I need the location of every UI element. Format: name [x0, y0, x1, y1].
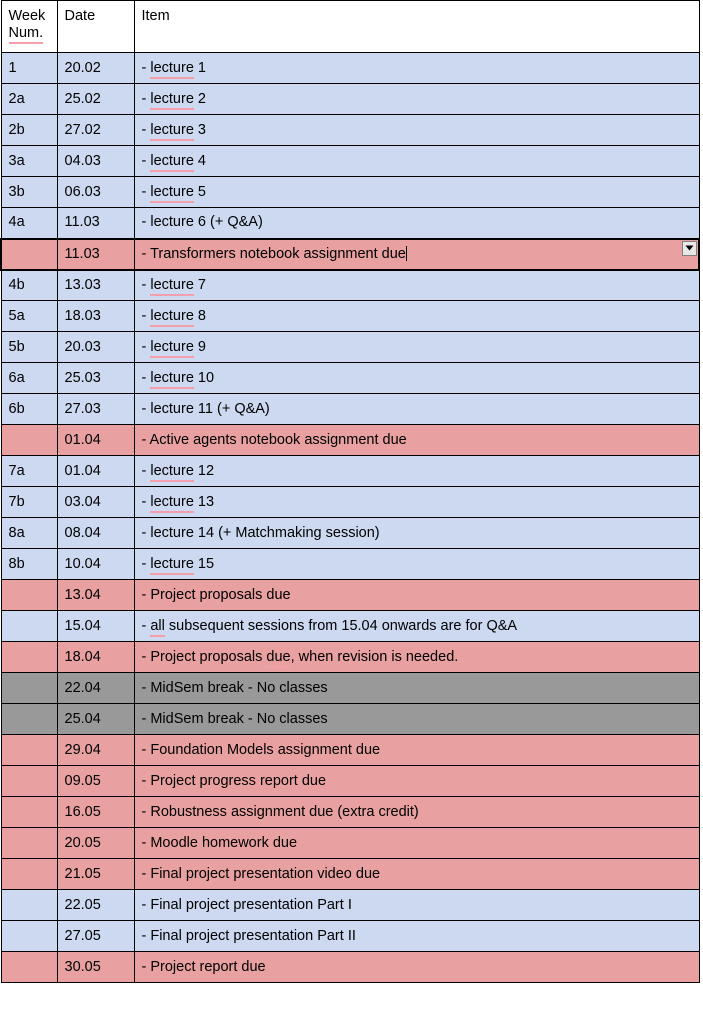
cell-week-num[interactable]: 6a [1, 363, 57, 394]
table-row[interactable] [1, 673, 699, 704]
spellcheck-underlined-word: lecture [150, 494, 194, 513]
cell-date[interactable]: 01.04 [57, 425, 134, 456]
cell-date[interactable]: 13.03 [57, 270, 134, 301]
cell-date[interactable]: 20.02 [57, 53, 134, 84]
spellcheck-underlined-word: lecture [150, 308, 194, 327]
column-header-week-line1: Week [8, 8, 46, 24]
cell-date[interactable]: 22.05 [57, 890, 134, 921]
cell-item[interactable]: - lecture 8 [134, 301, 699, 332]
cell-item[interactable] [134, 828, 699, 859]
cell-date[interactable]: 11.03 [57, 239, 134, 270]
cell-item-text: - Project progress report due [141, 772, 327, 789]
cell-item[interactable] [134, 952, 699, 983]
cell-item-text: - Transformers notebook assignment due [141, 245, 406, 262]
cell-week-num[interactable] [1, 611, 57, 642]
table-row[interactable] [1, 487, 699, 518]
table-row[interactable] [1, 115, 699, 146]
cell-item[interactable]: - all subsequent sessions from 15.04 onwards are for Q&A [134, 611, 699, 642]
table-row[interactable] [1, 84, 699, 115]
cell-date[interactable]: 06.03 [57, 177, 134, 208]
table-row[interactable] [1, 363, 699, 394]
cell-item[interactable]: - lecture 3 [134, 115, 699, 146]
table-row[interactable] [1, 580, 699, 611]
table-row[interactable] [1, 53, 699, 84]
spellcheck-underlined-word: lecture [150, 184, 194, 203]
cell-item[interactable] [134, 673, 699, 704]
cell-date[interactable]: 10.04 [57, 549, 134, 580]
table-row[interactable] [1, 549, 699, 580]
table-row[interactable] [1, 208, 699, 239]
cell-week-num[interactable] [1, 828, 57, 859]
cell-item-text: - Robustness assignment due (extra credit) [141, 803, 419, 820]
cell-item[interactable] [134, 890, 699, 921]
cell-date[interactable]: 04.03 [57, 146, 134, 177]
cell-week-num[interactable] [1, 921, 57, 952]
table-row[interactable] [1, 735, 699, 766]
spellcheck-underlined-word: lecture [150, 463, 194, 482]
table-row[interactable] [1, 766, 699, 797]
table-row[interactable] [1, 828, 699, 859]
cell-item[interactable]: - lecture 5 [134, 177, 699, 208]
cell-item[interactable] [134, 735, 699, 766]
text-cursor [406, 246, 407, 261]
table-row[interactable] [1, 797, 699, 828]
cell-item-text: - Project report due [141, 958, 266, 975]
cell-date[interactable]: 08.04 [57, 518, 134, 549]
cell-item-text: - lecture 11 (+ Q&A) [141, 400, 270, 417]
cell-week-num[interactable]: 3b [1, 177, 57, 208]
cell-week-num[interactable]: 2a [1, 84, 57, 115]
spellcheck-underlined-word: due [266, 649, 290, 668]
cell-week-num[interactable]: 1 [1, 53, 57, 84]
cell-item[interactable] [134, 921, 699, 952]
cell-week-num[interactable] [1, 952, 57, 983]
table-body [1, 53, 699, 983]
table-row[interactable] [1, 425, 699, 456]
table-row[interactable] [1, 518, 699, 549]
cell-item-text: - Moodle homework due [141, 834, 298, 851]
cell-item[interactable] [134, 859, 699, 890]
cell-week-num[interactable] [1, 766, 57, 797]
table-row[interactable] [1, 332, 699, 363]
spellcheck-underlined-word: lecture [150, 339, 194, 358]
cell-item-text: - Project proposals due [141, 586, 291, 603]
table-row[interactable] [1, 890, 699, 921]
cell-date[interactable]: 25.04 [57, 704, 134, 735]
table-row[interactable] [1, 952, 699, 983]
cell-item-text: - Final project presentation Part II [141, 927, 356, 944]
spellcheck-underlined-word: all [150, 618, 165, 637]
cell-week-num[interactable]: 5a [1, 301, 57, 332]
cell-item-text: - lecture 14 (+ Matchmaking session) [141, 524, 380, 541]
cell-item[interactable] [134, 580, 699, 611]
cell-week-num[interactable] [1, 580, 57, 611]
cell-week-num[interactable]: 4a [1, 208, 57, 239]
cell-week-num[interactable] [1, 642, 57, 673]
cell-item-text: - Final project presentation Part I [141, 896, 352, 913]
cell-week-num[interactable] [1, 673, 57, 704]
cell-week-num[interactable]: 5b [1, 332, 57, 363]
cell-date[interactable]: 18.03 [57, 301, 134, 332]
header-row [1, 1, 699, 53]
cell-date[interactable]: 27.03 [57, 394, 134, 425]
cell-week-num[interactable]: 8b [1, 549, 57, 580]
cell-date[interactable]: 25.03 [57, 363, 134, 394]
cell-item[interactable]: - lecture 13 [134, 487, 699, 518]
cell-date[interactable]: 01.04 [57, 456, 134, 487]
spellcheck-underlined-word: lecture [150, 556, 194, 575]
cell-item[interactable]: - lecture 4 [134, 146, 699, 177]
cell-item[interactable] [134, 239, 699, 270]
cell-week-num[interactable]: 4b [1, 270, 57, 301]
cell-item-text: - MidSem break - No classes [141, 710, 328, 727]
cell-item[interactable] [134, 766, 699, 797]
cell-week-num[interactable] [1, 704, 57, 735]
table-header [1, 1, 699, 53]
column-header-item: Item [134, 1, 699, 53]
column-header-date: Date [57, 1, 134, 53]
cell-week-num[interactable]: 8a [1, 518, 57, 549]
cell-week-num[interactable]: 2b [1, 115, 57, 146]
cell-week-num[interactable]: 7b [1, 487, 57, 518]
spellcheck-underlined-word: lecture [150, 153, 194, 172]
cell-date[interactable]: 18.04 [57, 642, 134, 673]
cell-item[interactable]: - lecture 9 [134, 332, 699, 363]
cell-date[interactable]: 20.03 [57, 332, 134, 363]
cell-item[interactable]: - lecture 2 [134, 84, 699, 115]
cell-date[interactable]: 11.03 [57, 208, 134, 239]
cell-date[interactable]: 27.05 [57, 921, 134, 952]
cell-item[interactable] [134, 425, 699, 456]
cell-week-num[interactable]: 3a [1, 146, 57, 177]
cell-week-num[interactable] [1, 239, 57, 270]
cell-item-text: - MidSem break - No classes [141, 679, 328, 696]
cell-week-num[interactable]: 6b [1, 394, 57, 425]
column-header-week-line2: Num. [9, 25, 50, 42]
cell-item[interactable]: - lecture 15 [134, 549, 699, 580]
cell-date[interactable]: 13.04 [57, 580, 134, 611]
cell-item[interactable] [134, 208, 699, 239]
cell-date[interactable]: 22.04 [57, 673, 134, 704]
cell-date[interactable]: 20.05 [57, 828, 134, 859]
cell-date[interactable]: 29.04 [57, 735, 134, 766]
cell-item[interactable] [134, 704, 699, 735]
cell-item[interactable] [134, 797, 699, 828]
cell-date[interactable]: 09.05 [57, 766, 134, 797]
cell-date[interactable]: 03.04 [57, 487, 134, 518]
spellcheck-underlined-word: lecture [150, 277, 194, 296]
cell-item[interactable]: - Project proposals due, when revision is needed. [134, 642, 699, 673]
cell-item[interactable]: - lecture 7 [134, 270, 699, 301]
spellcheck-underlined-word: lecture [150, 60, 194, 79]
cell-item[interactable] [134, 394, 699, 425]
cell-item-text: - Final project presentation video due [141, 865, 381, 882]
cell-date[interactable]: 16.05 [57, 797, 134, 828]
cell-week-num[interactable] [1, 425, 57, 456]
spellcheck-underlined-word: lecture [150, 370, 194, 389]
cell-item[interactable]: - lecture 10 [134, 363, 699, 394]
spellcheck-underlined-word: lecture [150, 122, 194, 141]
table-row[interactable] [1, 642, 699, 673]
cell-week-num[interactable] [1, 797, 57, 828]
cell-item-text: - Active agents notebook assignment due [141, 431, 407, 448]
table-row[interactable] [1, 177, 699, 208]
table-row[interactable] [1, 394, 699, 425]
table-row[interactable] [1, 301, 699, 332]
cell-date[interactable]: 15.04 [57, 611, 134, 642]
table-row[interactable] [1, 921, 699, 952]
cell-week-num[interactable]: 7a [1, 456, 57, 487]
cell-date[interactable]: 27.02 [57, 115, 134, 146]
cell-date[interactable]: 21.05 [57, 859, 134, 890]
table-row[interactable] [1, 704, 699, 735]
cell-item-text: - lecture 6 (+ Q&A) [141, 214, 263, 231]
table-row[interactable] [1, 146, 699, 177]
table-row[interactable] [1, 270, 699, 301]
cell-item[interactable]: - lecture 12 [134, 456, 699, 487]
cell-date[interactable]: 25.02 [57, 84, 134, 115]
cell-date[interactable]: 30.05 [57, 952, 134, 983]
column-header-week-num [1, 1, 57, 53]
table-row[interactable] [1, 859, 699, 890]
cell-week-num[interactable] [1, 859, 57, 890]
cell-week-num[interactable] [1, 890, 57, 921]
table-row[interactable] [1, 456, 699, 487]
spellcheck-underlined-word: lecture [150, 91, 194, 110]
cell-item[interactable] [134, 518, 699, 549]
chevron-down-icon[interactable] [682, 241, 697, 256]
cell-item[interactable]: - lecture 1 [134, 53, 699, 84]
table-row[interactable] [1, 239, 699, 270]
cell-item-text: - Foundation Models assignment due [141, 741, 381, 758]
table-row[interactable] [1, 611, 699, 642]
cell-week-num[interactable] [1, 735, 57, 766]
